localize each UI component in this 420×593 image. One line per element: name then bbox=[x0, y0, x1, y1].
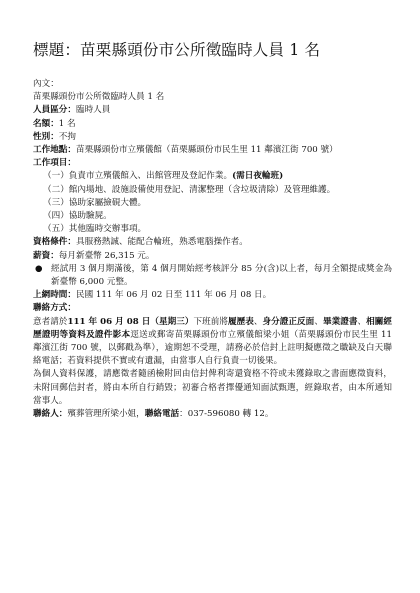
separator: 、 bbox=[357, 316, 367, 327]
separator: 、 bbox=[253, 316, 263, 327]
qualification bbox=[33, 236, 392, 249]
field-quota bbox=[33, 118, 392, 131]
work-item-text: （四）協助驗屍。 bbox=[43, 211, 112, 222]
field-location-label: 工作地點： bbox=[33, 145, 76, 156]
work-item bbox=[33, 170, 392, 183]
separator: 、 bbox=[314, 316, 323, 327]
required-doc: 身分證正反面 bbox=[262, 316, 315, 327]
org-line: 苗栗縣頭份市公所徵臨時人員 1 名 bbox=[33, 92, 165, 103]
field-location bbox=[33, 144, 392, 157]
document-body bbox=[33, 78, 392, 421]
contact-text: 意者請於 bbox=[33, 316, 68, 327]
privacy-paragraph: 為個人資料保護，請應徵者隨函檢附回由信封俾利寄還資格不符或未獲錄取之書面應徵資料，未附回郵信封者，將由本所自行銷毀；初審合格者擇優通知面試甄選，經錄取者，由本所通知當事人。 bbox=[33, 369, 392, 406]
required-doc: 履歷表 bbox=[228, 316, 254, 327]
posting-period bbox=[33, 289, 392, 302]
field-location-value: 苗栗縣頭份市立殯儀館（苗栗縣頭份市民生里 11 鄰濱江街 700 號） bbox=[75, 145, 338, 156]
work-item-text: （三）協助家屬撿硯大體。 bbox=[43, 197, 147, 208]
page-title: 標題：苗栗縣頭份市公所徵臨時人員 1 名 bbox=[33, 41, 321, 59]
qualification-value: 具服務熱誠、能配合輪班，熟悉電腦操作者。 bbox=[75, 237, 248, 248]
field-category bbox=[33, 104, 392, 117]
work-item-text: （二）館內場地、設施設備使用登記、清潔整理（含垃圾清除）及管理維護。 bbox=[43, 184, 336, 195]
contact-paragraph bbox=[33, 316, 392, 369]
required-doc: 畢業證書 bbox=[322, 316, 358, 327]
required-doc: 相關經歷證明等資料及證件影本 bbox=[33, 316, 392, 340]
work-item bbox=[33, 184, 392, 197]
field-category-value: 臨時人員 bbox=[75, 105, 111, 116]
contact-person-label: 聯絡人： bbox=[33, 409, 68, 420]
work-item bbox=[33, 223, 392, 236]
contact-method-label: 聯絡方式： bbox=[33, 303, 76, 314]
posting-period-value: 民國 111 年 06 月 02 日至 111 年 06 月 08 日。 bbox=[75, 290, 272, 301]
probation-text: 經試用 3 個月期滿後，第 4 個月開始經考核評分 85 分(含)以上者，每月全額提成獎金為新臺幣 6,000 元整。 bbox=[51, 263, 392, 288]
deadline-date: 111 年 06 月 08 日（星期三） bbox=[67, 316, 194, 327]
posting-period-label: 上網時間： bbox=[33, 290, 76, 301]
contact-text: 逕送或郵寄苗栗縣頭份市立殯儀館梁小姐（苗栗縣頭份市民生里 11 鄰濱江街 700 號，以郵戳為準），逾期恕不受理，請務必於信封上註明擬應徵之職缺及白天聯絡電話；若資料提供不實或有遺漏，由當事人自行負責一切後果。 bbox=[33, 329, 392, 367]
contact-person-value: 殯葬管理所梁小姐， bbox=[67, 409, 145, 420]
work-items-label: 工作項目： bbox=[33, 158, 76, 169]
field-gender bbox=[33, 131, 392, 144]
contact-phone-value: ：037-596080 轉 12。 bbox=[179, 409, 274, 420]
field-category-label: 人員區分： bbox=[33, 105, 76, 116]
contact-person bbox=[33, 408, 392, 421]
work-item-bold: (需日夜輪班) bbox=[232, 171, 284, 182]
probation-note bbox=[33, 263, 392, 289]
work-item bbox=[33, 197, 392, 210]
content-label: 內文： bbox=[33, 79, 59, 89]
field-gender-value: 不拘 bbox=[58, 131, 76, 142]
work-item-text: （五）其他臨時交辦事項。 bbox=[43, 224, 147, 235]
work-item bbox=[33, 210, 392, 223]
salary-value: 每月新臺幣 26,315 元。 bbox=[58, 250, 155, 261]
salary-label: 薪資： bbox=[33, 250, 59, 261]
qualification-label: 資格條件： bbox=[33, 237, 76, 248]
bullet-icon: ● bbox=[35, 263, 43, 274]
field-gender-label: 性別： bbox=[33, 131, 59, 142]
contact-phone-label: 聯絡電話 bbox=[144, 409, 180, 420]
contact-text: 下班前將 bbox=[193, 316, 229, 327]
work-item-text: （一）負責市立殯儀館入、出館管理及登記作業。 bbox=[43, 171, 233, 182]
field-quota-value: 1 名 bbox=[58, 118, 76, 129]
field-quota-label: 名額： bbox=[33, 118, 59, 129]
salary bbox=[33, 250, 392, 263]
